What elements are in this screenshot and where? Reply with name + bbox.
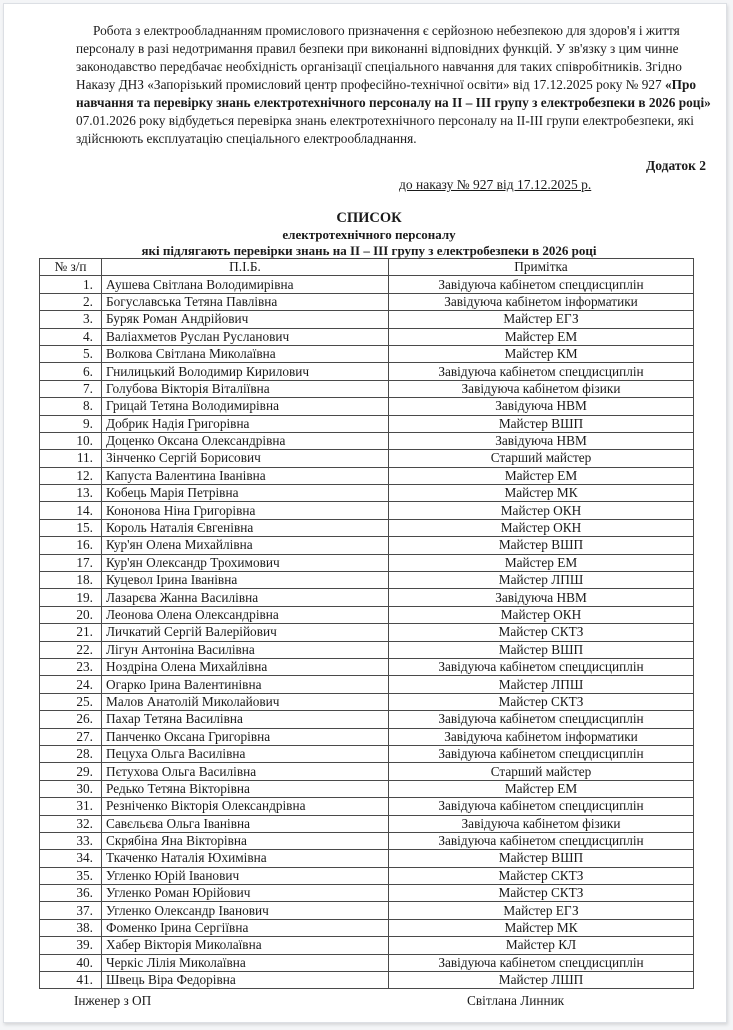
row-num: 19. bbox=[40, 589, 102, 606]
row-num: 14. bbox=[40, 502, 102, 519]
row-note: Завідуюча кабінетом спецдисциплін bbox=[389, 832, 694, 849]
table-row bbox=[40, 519, 694, 536]
row-note: Майстер ЕМ bbox=[389, 467, 694, 484]
table-row bbox=[40, 537, 694, 554]
row-name: Малов Анатолій Миколайович bbox=[102, 693, 389, 710]
row-note: Майстер ВШП bbox=[389, 537, 694, 554]
row-note: Старший майстер bbox=[389, 450, 694, 467]
row-name: Голубова Вікторія Віталіївна bbox=[102, 380, 389, 397]
row-num: 34. bbox=[40, 850, 102, 867]
list-title: СПИСОК bbox=[336, 210, 402, 226]
row-name: Резніченко Вікторія Олександрівна bbox=[102, 798, 389, 815]
row-note: Завідуюча кабінетом спецдисциплін bbox=[389, 745, 694, 762]
table-row bbox=[40, 728, 694, 745]
row-note: Майстер ЛПШ bbox=[389, 676, 694, 693]
row-num: 18. bbox=[40, 572, 102, 589]
row-note: Майстер МК bbox=[389, 919, 694, 936]
row-name: Пахар Тетяна Василівна bbox=[102, 711, 389, 728]
row-num: 21. bbox=[40, 624, 102, 641]
row-name: Аушева Світлана Володимирівна bbox=[102, 276, 389, 293]
row-note: Майстер СКТЗ bbox=[389, 693, 694, 710]
row-num: 23. bbox=[40, 658, 102, 675]
row-num: 20. bbox=[40, 606, 102, 623]
table-row bbox=[40, 293, 694, 310]
row-name: Личкатий Сергій Валерійович bbox=[102, 624, 389, 641]
intro-order-title: «Про навчання та перевірку знань електротехнічного персоналу на ІІ – ІІІ групу з електробезпеки в 2026 році» bbox=[76, 77, 711, 110]
row-name: Добрик Надія Григорівна bbox=[102, 415, 389, 432]
row-name: Капуста Валентина Іванівна bbox=[102, 467, 389, 484]
personnel-table bbox=[39, 258, 694, 989]
row-num: 29. bbox=[40, 763, 102, 780]
table-row bbox=[40, 711, 694, 728]
header-name: П.І.Б. bbox=[102, 259, 389, 276]
table-row bbox=[40, 954, 694, 971]
row-note: Майстер ЕМ bbox=[389, 780, 694, 797]
row-num: 36. bbox=[40, 885, 102, 902]
row-note: Майстер ОКН bbox=[389, 502, 694, 519]
row-name: Скрябіна Яна Вікторівна bbox=[102, 832, 389, 849]
row-note: Завідуюча НВМ bbox=[389, 589, 694, 606]
row-name: Кононова Ніна Григорівна bbox=[102, 502, 389, 519]
row-num: 31. bbox=[40, 798, 102, 815]
row-num: 1. bbox=[40, 276, 102, 293]
row-note: Майстер СКТЗ bbox=[389, 624, 694, 641]
row-note: Завідуюча кабінетом спецдисциплін bbox=[389, 363, 694, 380]
list-subtitle: електротехнічного персоналу bbox=[282, 227, 456, 242]
row-note: Завідуюча кабінетом спецдисциплін bbox=[389, 658, 694, 675]
row-note: Майстер ЕМ bbox=[389, 328, 694, 345]
row-name: Грицай Тетяна Володимирівна bbox=[102, 398, 389, 415]
table-row bbox=[40, 311, 694, 328]
row-num: 27. bbox=[40, 728, 102, 745]
header-num: № з/п bbox=[40, 259, 102, 276]
row-num: 35. bbox=[40, 867, 102, 884]
table-row bbox=[40, 919, 694, 936]
row-name: Леонова Олена Олександрівна bbox=[102, 606, 389, 623]
row-num: 3. bbox=[40, 311, 102, 328]
row-note: Завідуюча кабінетом інформатики bbox=[389, 293, 694, 310]
footer-position: Інженер з ОП bbox=[74, 993, 152, 1008]
row-note: Завідуюча кабінетом спецдисциплін bbox=[389, 276, 694, 293]
row-num: 12. bbox=[40, 467, 102, 484]
table-row bbox=[40, 867, 694, 884]
order-reference: до наказу № 927 від 17.12.2025 р. bbox=[399, 177, 592, 192]
row-num: 13. bbox=[40, 485, 102, 502]
row-name: Гнилицький Володимир Кирилович bbox=[102, 363, 389, 380]
row-name: Лазарєва Жанна Василівна bbox=[102, 589, 389, 606]
row-num: 17. bbox=[40, 554, 102, 571]
row-note: Майстер ЛШП bbox=[389, 972, 694, 989]
row-note: Майстер ЕМ bbox=[389, 554, 694, 571]
row-num: 39. bbox=[40, 937, 102, 954]
row-name: Кобець Марія Петрівна bbox=[102, 485, 389, 502]
row-num: 5. bbox=[40, 345, 102, 362]
row-note: Завідуюча кабінетом спецдисциплін bbox=[389, 954, 694, 971]
row-note: Майстер ВШП bbox=[389, 850, 694, 867]
row-note: Завідуюча кабінетом спецдисциплін bbox=[389, 798, 694, 815]
row-name: Фоменко Ірина Сергіївна bbox=[102, 919, 389, 936]
row-note: Завідуюча НВМ bbox=[389, 398, 694, 415]
row-num: 28. bbox=[40, 745, 102, 762]
row-name: Редько Тетяна Вікторівна bbox=[102, 780, 389, 797]
row-note: Завідуюча кабінетом інформатики bbox=[389, 728, 694, 745]
table-row bbox=[40, 606, 694, 623]
row-name: Богуславська Тетяна Павлівна bbox=[102, 293, 389, 310]
table-row bbox=[40, 380, 694, 397]
table-row bbox=[40, 676, 694, 693]
row-note: Завідуюча кабінетом спецдисциплін bbox=[389, 711, 694, 728]
row-num: 38. bbox=[40, 919, 102, 936]
table-row bbox=[40, 658, 694, 675]
table-row bbox=[40, 832, 694, 849]
row-name: Черкіс Лілія Миколаївна bbox=[102, 954, 389, 971]
row-name: Ноздріна Олена Михайлівна bbox=[102, 658, 389, 675]
row-num: 26. bbox=[40, 711, 102, 728]
row-name: Угленко Олександр Іванович bbox=[102, 902, 389, 919]
row-name: Угленко Роман Юрійович bbox=[102, 885, 389, 902]
table-row bbox=[40, 345, 694, 362]
row-name: Лігун Антоніна Василівна bbox=[102, 641, 389, 658]
row-name: Панченко Оксана Григорівна bbox=[102, 728, 389, 745]
table-row bbox=[40, 885, 694, 902]
table-row bbox=[40, 467, 694, 484]
document-page bbox=[3, 3, 727, 1023]
row-num: 15. bbox=[40, 519, 102, 536]
row-num: 32. bbox=[40, 815, 102, 832]
row-note: Майстер СКТЗ bbox=[389, 867, 694, 884]
row-note: Завідуюча НВМ bbox=[389, 432, 694, 449]
list-subtitle-2: які підлягають перевірки знань на ІІ – ІІІ групу з електробезпеки в 2026 році bbox=[141, 243, 597, 258]
row-num: 37. bbox=[40, 902, 102, 919]
row-note: Майстер ЕГЗ bbox=[389, 902, 694, 919]
row-num: 22. bbox=[40, 641, 102, 658]
table-row bbox=[40, 798, 694, 815]
table-row bbox=[40, 415, 694, 432]
footer-signatory: Світлана Линник bbox=[467, 993, 565, 1008]
row-num: 6. bbox=[40, 363, 102, 380]
table-row bbox=[40, 450, 694, 467]
header-note: Примітка bbox=[389, 259, 694, 276]
row-num: 4. bbox=[40, 328, 102, 345]
row-note: Завідуюча кабінетом фізики bbox=[389, 380, 694, 397]
row-num: 30. bbox=[40, 780, 102, 797]
table-body bbox=[40, 276, 694, 989]
addendum-label: Додаток 2 bbox=[646, 158, 706, 173]
table-header-row bbox=[40, 259, 694, 276]
row-note: Майстер КМ bbox=[389, 345, 694, 362]
row-num: 24. bbox=[40, 676, 102, 693]
table-row bbox=[40, 432, 694, 449]
table-row bbox=[40, 745, 694, 762]
row-note: Майстер ОКН bbox=[389, 606, 694, 623]
row-name: Огарко Ірина Валентинівна bbox=[102, 676, 389, 693]
table-row bbox=[40, 502, 694, 519]
row-num: 9. bbox=[40, 415, 102, 432]
table-row bbox=[40, 328, 694, 345]
table-row bbox=[40, 780, 694, 797]
table-row bbox=[40, 485, 694, 502]
intro-text-part2: 07.01.2026 року відбудеться перевірка знань електротехнічного персоналу на ІІ-ІІІ групи електробезпеки, які здійснюють експлуатацію спеціального електрообладнання. bbox=[76, 113, 694, 146]
table-row bbox=[40, 641, 694, 658]
table-row bbox=[40, 693, 694, 710]
row-note: Майстер ВШП bbox=[389, 641, 694, 658]
table-row bbox=[40, 363, 694, 380]
row-name: Волкова Світлана Миколаївна bbox=[102, 345, 389, 362]
row-name: Кур'ян Олександр Трохимович bbox=[102, 554, 389, 571]
table-row bbox=[40, 276, 694, 293]
row-name: Савєльєва Ольга Іванівна bbox=[102, 815, 389, 832]
row-name: Валіахметов Руслан Русланович bbox=[102, 328, 389, 345]
row-note: Майстер ЛПШ bbox=[389, 572, 694, 589]
table-row bbox=[40, 589, 694, 606]
row-name: Зінченко Сергій Борисович bbox=[102, 450, 389, 467]
row-num: 10. bbox=[40, 432, 102, 449]
table-row bbox=[40, 902, 694, 919]
row-num: 11. bbox=[40, 450, 102, 467]
table-row bbox=[40, 763, 694, 780]
row-name: Кур'ян Олена Михайлівна bbox=[102, 537, 389, 554]
table-row bbox=[40, 554, 694, 571]
row-note: Завідуюча кабінетом фізики bbox=[389, 815, 694, 832]
table-row bbox=[40, 572, 694, 589]
row-note: Майстер МК bbox=[389, 485, 694, 502]
table-row bbox=[40, 850, 694, 867]
table-row bbox=[40, 624, 694, 641]
row-name: Швець Віра Федорівна bbox=[102, 972, 389, 989]
row-name: Доценко Оксана Олександрівна bbox=[102, 432, 389, 449]
row-name: Куцевол Ірина Іванівна bbox=[102, 572, 389, 589]
intro-paragraph bbox=[76, 22, 716, 148]
row-name: Пєтухова Ольга Василівна bbox=[102, 763, 389, 780]
row-note: Майстер КЛ bbox=[389, 937, 694, 954]
row-name: Ткаченко Наталія Юхимівна bbox=[102, 850, 389, 867]
row-name: Хабер Вікторія Миколаївна bbox=[102, 937, 389, 954]
row-note: Майстер СКТЗ bbox=[389, 885, 694, 902]
row-name: Пецуха Ольга Василівна bbox=[102, 745, 389, 762]
row-name: Король Наталія Євгенівна bbox=[102, 519, 389, 536]
row-num: 16. bbox=[40, 537, 102, 554]
row-note: Старший майстер bbox=[389, 763, 694, 780]
table-row bbox=[40, 398, 694, 415]
row-num: 41. bbox=[40, 972, 102, 989]
row-num: 40. bbox=[40, 954, 102, 971]
table-row bbox=[40, 815, 694, 832]
row-name: Буряк Роман Андрійович bbox=[102, 311, 389, 328]
table-row bbox=[40, 937, 694, 954]
row-note: Майстер ВШП bbox=[389, 415, 694, 432]
row-num: 33. bbox=[40, 832, 102, 849]
table-row bbox=[40, 972, 694, 989]
row-name: Угленко Юрій Іванович bbox=[102, 867, 389, 884]
row-note: Майстер ЕГЗ bbox=[389, 311, 694, 328]
list-title-block bbox=[39, 210, 699, 259]
row-num: 8. bbox=[40, 398, 102, 415]
row-num: 7. bbox=[40, 380, 102, 397]
row-num: 2. bbox=[40, 293, 102, 310]
intro-text-part1: Робота з електрообладнанням промислового призначення є серйозною небезпекою для здоров'я і життя персоналу в разі недотримання правил безпеки при виконанні відповідних функцій. У зв'язку з цим чинне законодавство передбачає необхідність організації спеціального навчання для таких співробітників. Згідно Наказу ДНЗ «Запорізький промисловий центр професійно-технічної освіти» від 17.12.2025 року № 927 bbox=[76, 23, 682, 92]
row-num: 25. bbox=[40, 693, 102, 710]
row-note: Майстер ОКН bbox=[389, 519, 694, 536]
